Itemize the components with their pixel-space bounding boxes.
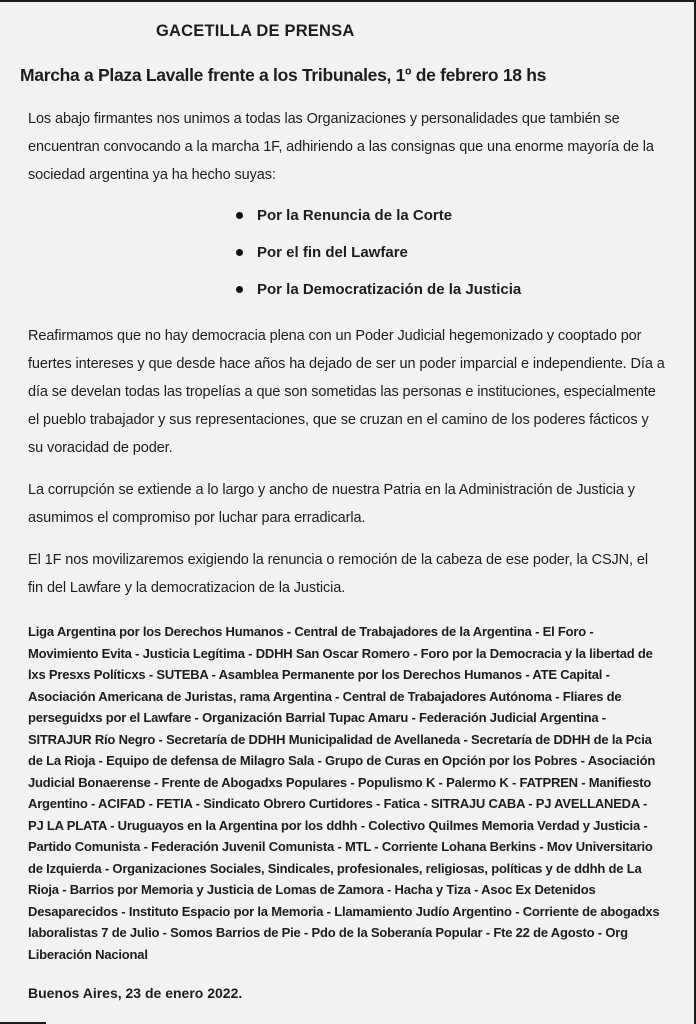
dateline: Buenos Aires, 23 de enero 2022. xyxy=(28,985,243,1001)
demand-label: Por la Renuncia de la Corte xyxy=(257,207,453,224)
document-kicker: GACETILLA DE PRENSA xyxy=(156,22,355,40)
document-title: Marcha a Plaza Lavalle frente a los Tribunales, 1º de febrero 18 hs xyxy=(20,65,547,85)
intro-paragraph: Los abajo firmantes nos unimos a todas las Organizaciones y personalidades que también se encuentran convocando a la marcha 1F, adhiriendo a las consignas que una enorme mayoría de la sociedad argentina ya ha hecho suyas: xyxy=(28,111,654,183)
corruption-paragraph: La corrupción se extiende a lo largo y ancho de nuestra Patria en la Administración de Justicia y asumimos el compromiso por luchar para erradicarla. xyxy=(28,482,635,526)
demand-item xyxy=(236,234,666,271)
reaffirm-paragraph: Reafirmamos que no hay democracia plena con un Poder Judicial hegemonizado y cooptado por fuertes intereses y que desde hace años ha dejado de ser un poder imparcial e independiente. Día a día se develan todas las tropelías a que son sometidas las personas e instituciones, especialmente el pueblo trabajador y sus representaciones, que se cruzan en el camino de los poderes fácticos y su voracidad de poder. xyxy=(28,328,665,456)
demand-item xyxy=(236,271,666,308)
signatories-paragraph: Liga Argentina por los Derechos Humanos - Central de Trabajadores de la Argentina - El Foro - Movimiento Evita - Justicia Legítima - DDHH San Oscar Romero - Foro por la Democracia y la libertad de lxs Presxs Políticxs - SUTEBA - Asamblea Permanente por los Derechos Humanos - ATE Capital - Asociación Americana de Juristas, rama Argentina - Central de Trabajadores Autónoma - Fliares de perseguidxs por el Lawfare - Organización Barrial Tupac Amaru - Federación Judicial Argentina - SITRAJUR Río Negro - Secretaría de DDHH Municipalidad de Avellaneda - Secretaría de DDHH de la Pcia de La Rioja - Equipo de defensa de Milagro Sala - Grupo de Curas en Opción por los Pobres - Asociación Judicial Bonaerense - Frente de Abogadxs Populares - Populismo K - Palermo K - FATPREN - Manifiesto Argentino - ACIFAD - FETIA - Sindicato Obrero Curtidores - Fatica - SITRAJU CABA - PJ AVELLANEDA - PJ LA PLATA - Uruguayos en la Argentina por los ddhh - Colectivo Quilmes Memoria Verdad y Justicia - Partido Comunista - Federación Juvenil Comunista - MTL - Corriente Lohana Berkins - Mov Universitario de Izquierda - Organizaciones Sociales, Sindicales, profesionales, religiosas, políticas y de ddhh de La Rioja - Barrios por Memoria y Justicia de Lomas de Zamora - Hacha y Tiza - Asoc Ex Detenidos Desaparecidos - Instituto Espacio por la Memoria - Llamamiento Judío Argentino - Corriente de abogadxs laboralistas 7 de Julio - Somos Barrios de Pie - Pdo de la Soberanía Popular - Fte 22 de Agosto - Org Liberación Nacional xyxy=(28,624,660,962)
demand-label: Por el fin del Lawfare xyxy=(257,244,408,261)
bullet-icon xyxy=(236,249,243,256)
bullet-icon xyxy=(236,286,243,293)
mobilization-paragraph: El 1F nos movilizaremos exigiendo la renuncia o remoción de la cabeza de ese poder, la CSJN, el fin del Lawfare y la democratizacion de la Justicia. xyxy=(28,552,648,596)
bullet-icon xyxy=(236,212,243,219)
demands-list xyxy=(236,197,666,308)
demand-item xyxy=(236,197,666,234)
demand-label: Por la Democratización de la Justicia xyxy=(257,281,522,298)
